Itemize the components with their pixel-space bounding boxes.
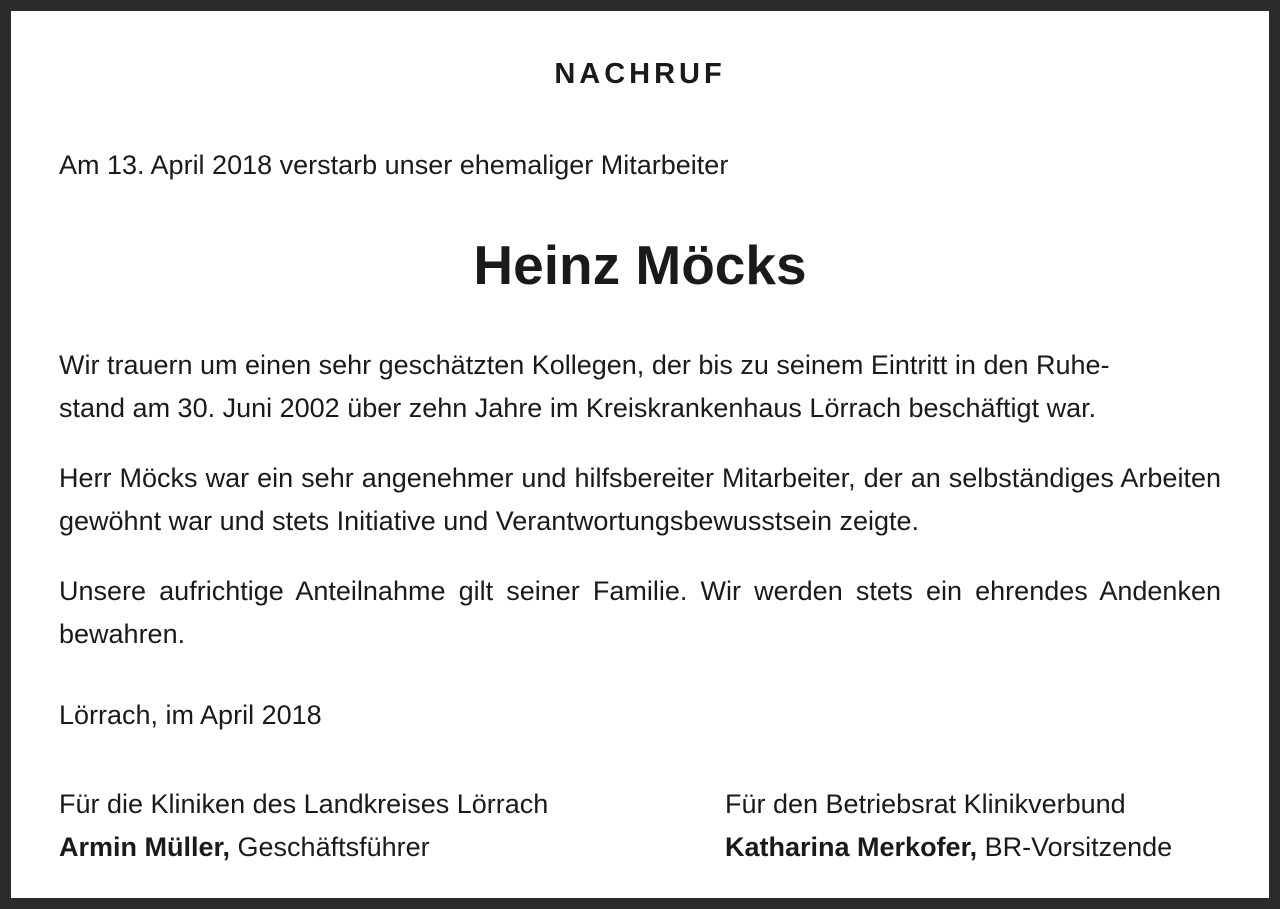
place-date: Lörrach, im April 2018 <box>59 700 322 730</box>
intro-text: Am 13. April 2018 verstarb unser ehemaliger Mitarbeiter <box>59 150 729 180</box>
deceased-name: Heinz Möcks <box>473 234 807 296</box>
signature-clinic-line <box>59 826 548 869</box>
signature-clinic-person: Armin Müller, <box>59 832 231 862</box>
signature-works-council <box>725 783 1172 869</box>
signature-clinic-role: Geschäftsführer <box>230 832 430 862</box>
signature-council-role: BR-Vorsitzende <box>977 832 1173 862</box>
obituary-notice <box>11 11 1269 898</box>
paragraph-character: Herr Möcks war ein sehr angenehmer und hilfsbereiter Mitarbeiter, der an selbständiges Arbeiten gewöhnt war und stets Initiative und Verantwortungsbewusstsein zeigte. <box>59 463 1221 536</box>
signature-council-line <box>725 826 1172 869</box>
signature-council-organization: Für den Betriebsrat Klinikverbund <box>725 789 1126 819</box>
notice-heading: NACHRUF <box>554 58 726 90</box>
paragraph-condolence: Unsere aufrichtige Anteilnahme gilt seiner Familie. Wir werden stets ein ehrendes Andenken bewahren. <box>59 576 1221 649</box>
signature-council-person: Katharina Merkofer, <box>725 832 978 862</box>
signature-clinic-organization: Für die Kliniken des Landkreises Lörrach <box>59 789 549 819</box>
paragraph-service: Wir trauern um einen sehr geschätzten Kollegen, der bis zu seinem Eintritt in den Ruhe- stand am 30. Juni 2002 über zehn Jahre im Kreiskrankenhaus Lörrach beschäftigt war. <box>59 350 1110 423</box>
signature-clinic <box>59 783 548 869</box>
